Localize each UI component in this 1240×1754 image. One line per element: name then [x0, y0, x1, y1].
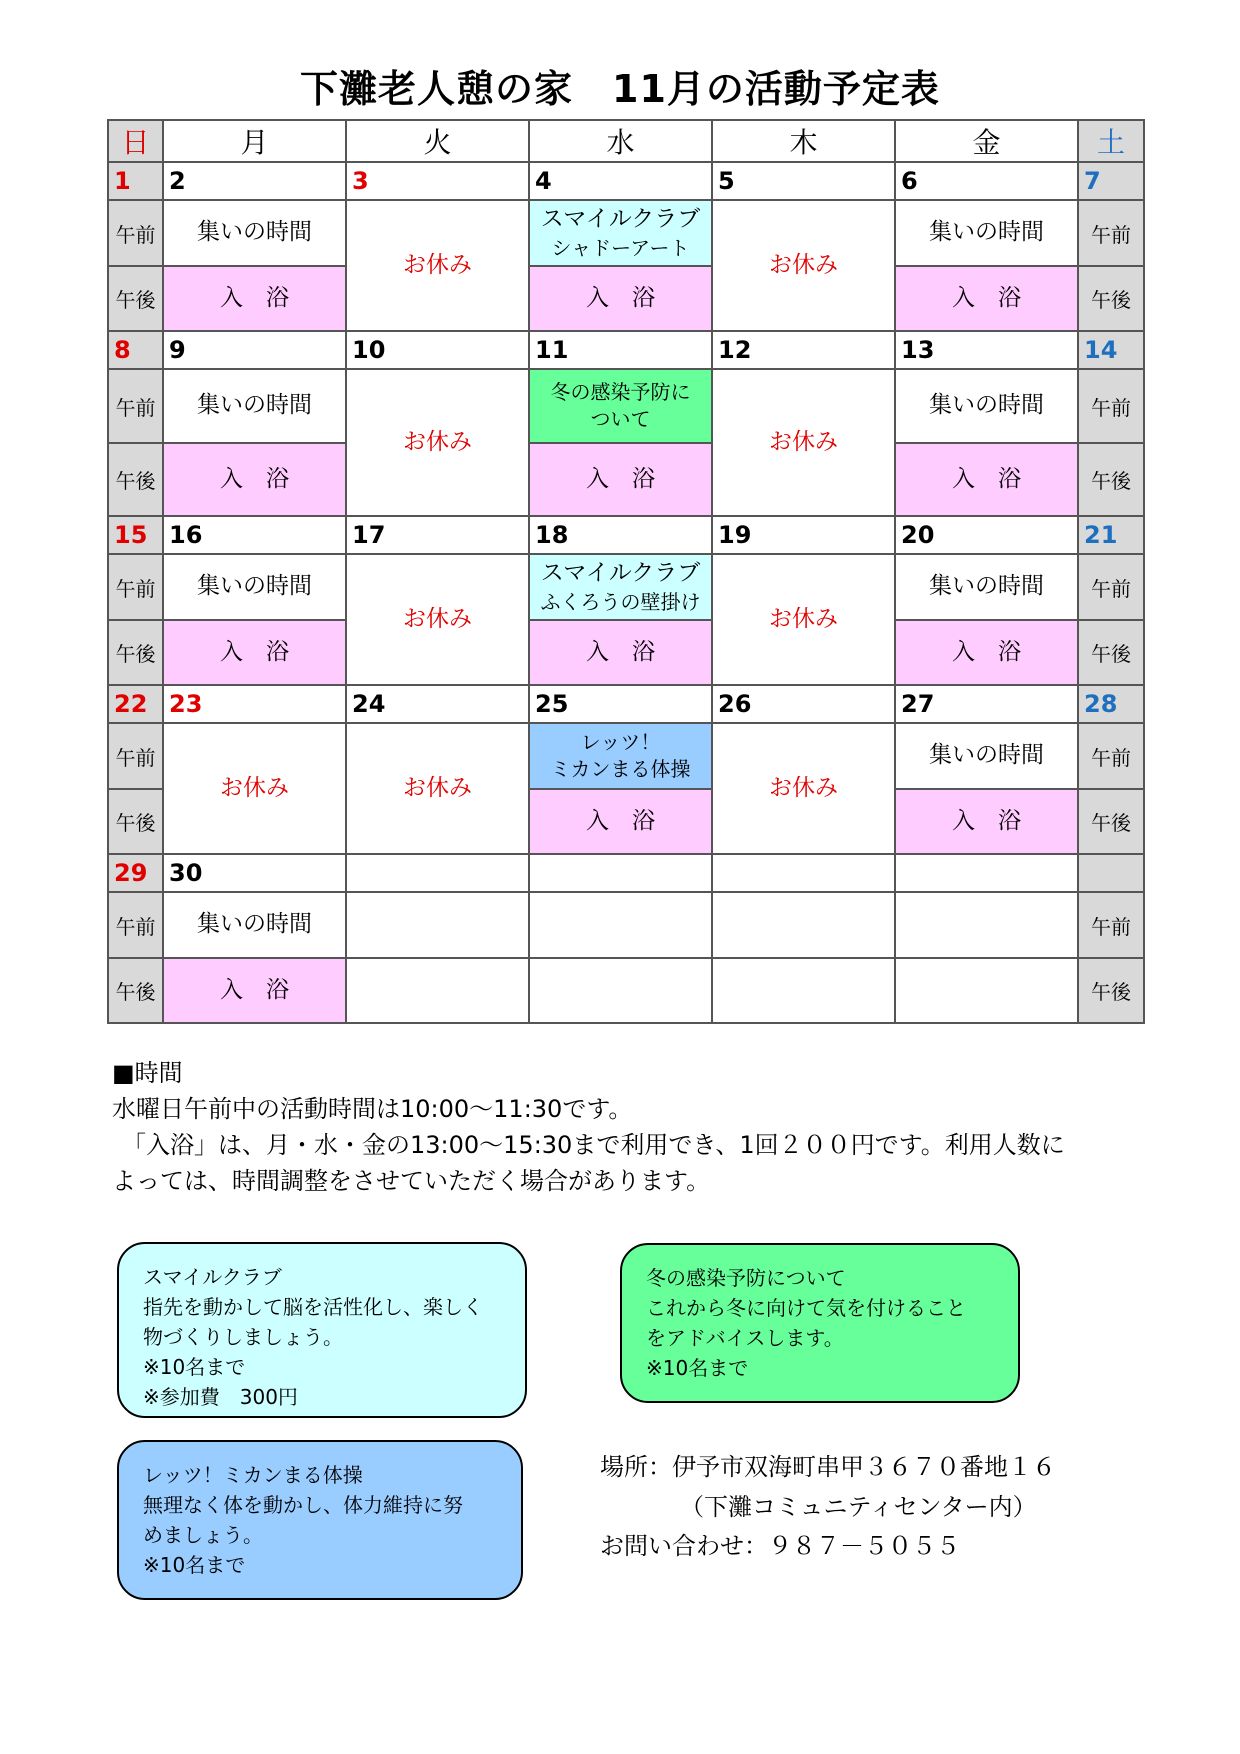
contact-text: お問い合わせ：９８７－５０５５ [600, 1532, 960, 1561]
closed-cell: お休み [712, 554, 895, 685]
date-cell-holiday: 3 [346, 162, 529, 200]
box-line: 無理なく体を動かし、体力維持に努 [143, 1493, 463, 1517]
bath-cell: 入 浴 [529, 620, 712, 685]
date-cell: 13 [895, 331, 1078, 369]
empty-cell [529, 854, 712, 892]
empty-cell [529, 892, 712, 958]
bath-cell: 入 浴 [529, 443, 712, 516]
activity-line: ミカンまる体操 [550, 757, 691, 781]
empty-cell [895, 958, 1078, 1023]
date-cell: 9 [163, 331, 346, 369]
closed-cell: お休み [163, 723, 346, 854]
notes-line: よっては、時間調整をさせていただく場合があります。 [112, 1167, 711, 1195]
pm-row-week2 [108, 443, 1144, 516]
date-cell: 21 [1078, 516, 1144, 554]
calendar-table [107, 119, 1145, 1024]
empty-cell [712, 854, 895, 892]
bath-cell: 入 浴 [163, 266, 346, 331]
date-cell: 25 [529, 685, 712, 723]
weekday-fri: 金 [895, 120, 1078, 162]
pm-row-week3 [108, 620, 1144, 685]
pm-row-week1 [108, 266, 1144, 331]
box-line: めましょう。 [143, 1523, 263, 1547]
winter-prevention-info-box [620, 1243, 1020, 1403]
am-row-week4 [108, 723, 1144, 789]
pm-label: 午後 [108, 443, 163, 516]
empty-cell [895, 892, 1078, 958]
smile-club-info-box [117, 1242, 527, 1418]
date-cell: 14 [1078, 331, 1144, 369]
weekday-thu: 木 [712, 120, 895, 162]
empty-cell [895, 854, 1078, 892]
pm-label: 午後 [1078, 266, 1144, 331]
am-row-week1 [108, 200, 1144, 266]
activity-cell: 集いの時間 [163, 554, 346, 620]
box-line: ※10名まで [143, 1553, 246, 1577]
date-row-week2 [108, 331, 1144, 369]
date-cell: 22 [108, 685, 163, 723]
place-text: 場所：伊予市双海町串甲３６７０番地１６ [600, 1453, 1056, 1481]
bath-cell: 入 浴 [529, 266, 712, 331]
place-note: （下灘コミュニティセンター内） [680, 1492, 1037, 1521]
pm-label: 午後 [108, 266, 163, 331]
activity-cell: 集いの時間 [895, 200, 1078, 266]
closed-cell: お休み [346, 723, 529, 854]
weekday-mon: 月 [163, 120, 346, 162]
empty-cell [346, 958, 529, 1023]
am-row-week2 [108, 369, 1144, 443]
notes-heading: ■時間 [112, 1059, 183, 1087]
activity-line: シャドーアート [551, 236, 690, 261]
activity-cell: 集いの時間 [895, 369, 1078, 443]
closed-cell: お休み [346, 369, 529, 516]
date-cell: 20 [895, 516, 1078, 554]
am-row-week5 [108, 892, 1144, 958]
activity-line: レッツ！ [580, 730, 661, 754]
closed-cell: お休み [346, 200, 529, 331]
date-cell: 18 [529, 516, 712, 554]
time-notes [112, 1055, 1142, 1199]
date-cell: 15 [108, 516, 163, 554]
weekday-tue: 火 [346, 120, 529, 162]
bath-cell: 入 浴 [895, 443, 1078, 516]
box-line: 指先を動かして脳を活性化し、楽しく [143, 1295, 483, 1319]
date-cell: 17 [346, 516, 529, 554]
pm-label: 午後 [108, 620, 163, 685]
pm-label: 午後 [108, 789, 163, 854]
closed-cell: お休み [346, 554, 529, 685]
activity-line: スマイルクラブ [540, 205, 701, 232]
box-line: ※10名まで [143, 1355, 246, 1379]
am-label: 午前 [1078, 892, 1144, 958]
closed-cell: お休み [712, 369, 895, 516]
bath-cell: 入 浴 [529, 789, 712, 854]
activity-line: ついて [590, 407, 651, 431]
empty-cell [712, 958, 895, 1023]
empty-cell [712, 892, 895, 958]
activity-cell: 集いの時間 [895, 554, 1078, 620]
bath-cell: 入 浴 [895, 266, 1078, 331]
box-line: スマイルクラブ [143, 1265, 282, 1289]
pm-label: 午後 [108, 958, 163, 1023]
bath-cell: 入 浴 [163, 620, 346, 685]
mikan-exercise-info-box [117, 1440, 523, 1600]
am-label: 午前 [1078, 554, 1144, 620]
date-cell: 6 [895, 162, 1078, 200]
pm-label: 午後 [1078, 620, 1144, 685]
activity-cell-smile-club [529, 554, 712, 620]
activity-cell: 集いの時間 [895, 723, 1078, 789]
weekday-sat: 土 [1078, 120, 1144, 162]
box-line: ※10名まで [646, 1356, 749, 1380]
box-line: 物づくりしましょう。 [143, 1325, 343, 1349]
am-label: 午前 [108, 200, 163, 266]
activity-cell-mikan-exercise [529, 723, 712, 789]
date-row-week1 [108, 162, 1144, 200]
am-label: 午前 [1078, 369, 1144, 443]
weekday-sun: 日 [108, 120, 163, 162]
box-line: をアドバイスします。 [646, 1326, 844, 1350]
closed-cell: お休み [712, 200, 895, 331]
activity-line: ふくろうの壁掛け [540, 590, 701, 615]
date-cell: 7 [1078, 162, 1144, 200]
bath-cell: 入 浴 [895, 620, 1078, 685]
date-cell: 4 [529, 162, 712, 200]
bath-cell: 入 浴 [163, 443, 346, 516]
box-line: これから冬に向けて気を付けること [646, 1296, 966, 1320]
activity-cell: 集いの時間 [163, 892, 346, 958]
activity-cell: 集いの時間 [163, 200, 346, 266]
date-cell: 11 [529, 331, 712, 369]
date-cell: 29 [108, 854, 163, 892]
am-label: 午前 [1078, 723, 1144, 789]
date-cell: 24 [346, 685, 529, 723]
box-line: レッツ！ミカンまる体操 [143, 1463, 363, 1487]
empty-cell [346, 854, 529, 892]
notes-line: 「入浴」は、月・水・金の13:00～15:30まで利用でき、1回２００円です。利用人数に [122, 1131, 1065, 1159]
am-label: 午前 [108, 892, 163, 958]
activity-cell: 集いの時間 [163, 369, 346, 443]
bath-cell: 入 浴 [163, 958, 346, 1023]
activity-cell-winter-prevention [529, 369, 712, 443]
pm-row-week5 [108, 958, 1144, 1023]
notes-line: 水曜日午前中の活動時間は10:00～11:30です。 [112, 1095, 633, 1123]
date-cell: 26 [712, 685, 895, 723]
activity-line: 冬の感染予防に [550, 380, 691, 404]
box-line: 冬の感染予防について [646, 1266, 846, 1290]
empty-cell [346, 892, 529, 958]
activity-line: スマイルクラブ [540, 559, 701, 586]
pm-label: 午後 [1078, 958, 1144, 1023]
bath-cell: 入 浴 [895, 789, 1078, 854]
closed-cell: お休み [712, 723, 895, 854]
location-info [600, 1448, 1056, 1567]
date-cell: 28 [1078, 685, 1144, 723]
activity-cell-smile-club [529, 200, 712, 266]
date-cell: 12 [712, 331, 895, 369]
pm-label: 午後 [1078, 789, 1144, 854]
date-cell: 1 [108, 162, 163, 200]
weekday-wed: 水 [529, 120, 712, 162]
date-cell-holiday: 23 [163, 685, 346, 723]
empty-cell [1078, 854, 1144, 892]
pm-label: 午後 [1078, 443, 1144, 516]
am-label: 午前 [108, 369, 163, 443]
empty-cell [529, 958, 712, 1023]
date-cell: 2 [163, 162, 346, 200]
am-label: 午前 [108, 554, 163, 620]
box-line: ※参加費 300円 [143, 1385, 298, 1409]
date-row-week4 [108, 685, 1144, 723]
am-label: 午前 [1078, 200, 1144, 266]
page-title: 下灘老人憩の家 11月の活動予定表 [300, 67, 940, 111]
date-cell: 5 [712, 162, 895, 200]
date-row-week3 [108, 516, 1144, 554]
date-cell: 30 [163, 854, 346, 892]
date-cell: 8 [108, 331, 163, 369]
date-cell: 10 [346, 331, 529, 369]
date-cell: 16 [163, 516, 346, 554]
am-row-week3 [108, 554, 1144, 620]
date-cell: 27 [895, 685, 1078, 723]
date-row-week5 [108, 854, 1144, 892]
date-cell: 19 [712, 516, 895, 554]
weekday-header-row [108, 120, 1144, 162]
am-label: 午前 [108, 723, 163, 789]
